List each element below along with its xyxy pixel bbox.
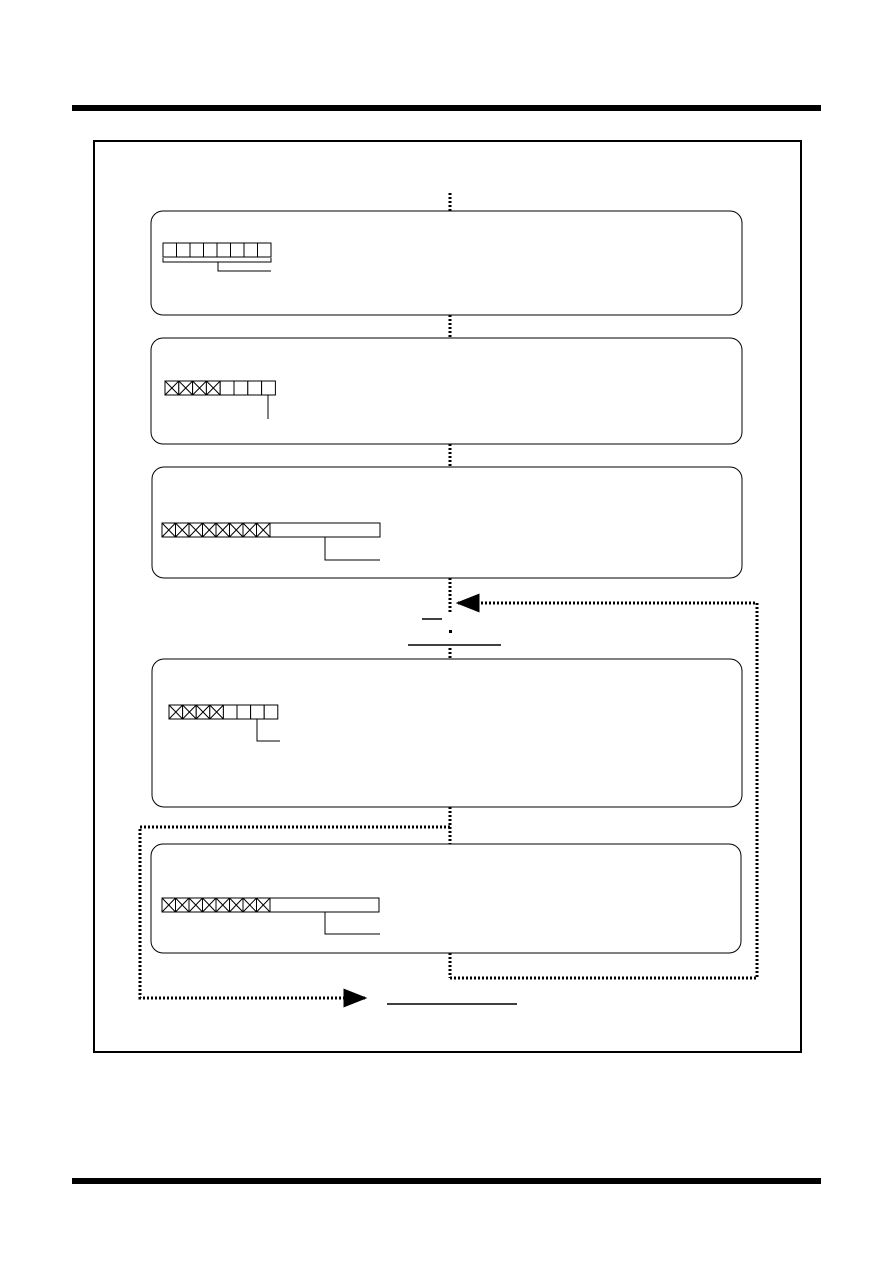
register-5 (162, 898, 379, 912)
bit-cell (248, 381, 262, 395)
bit-cell (177, 243, 191, 257)
bit-cell (231, 243, 245, 257)
header-rule (72, 105, 821, 111)
register-3 (162, 523, 380, 537)
register-2 (165, 381, 275, 395)
register-tail-field (270, 523, 380, 537)
bit-cell (262, 381, 276, 395)
step-box-1 (151, 211, 742, 315)
bit-cell (264, 705, 278, 719)
bit-cell (251, 705, 265, 719)
bit-cell (237, 705, 251, 719)
bit-cell (220, 381, 234, 395)
step-box-4 (152, 659, 742, 807)
register-1 (163, 243, 271, 257)
bit-cell (217, 243, 231, 257)
decision-dot (449, 630, 452, 633)
register-tail-field (270, 898, 379, 912)
bit-cell (204, 243, 218, 257)
register-leaders (163, 258, 380, 934)
bit-cell (190, 243, 204, 257)
footer-rule (72, 1178, 821, 1184)
bit-cell (234, 381, 248, 395)
bit-cell (223, 705, 237, 719)
bit-cell (258, 243, 272, 257)
figure-frame (94, 141, 801, 1052)
register-4 (169, 705, 278, 719)
bit-cell (163, 243, 177, 257)
bit-cell (244, 243, 258, 257)
